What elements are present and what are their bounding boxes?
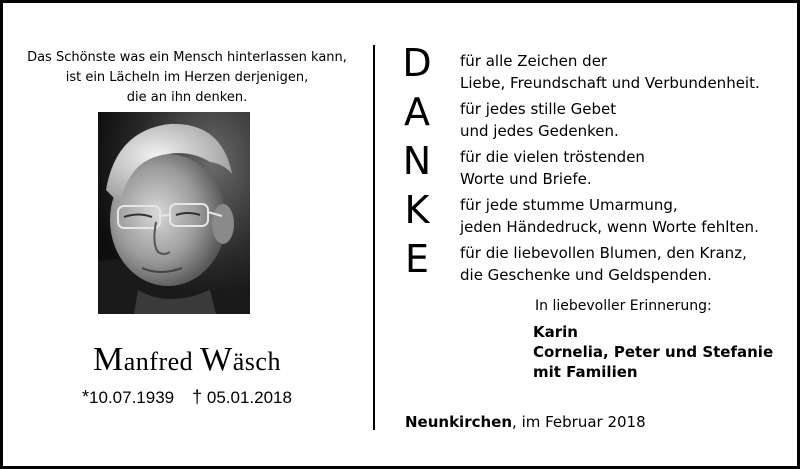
danke-letter: A [404, 90, 430, 134]
thanks-line: die Geschenke und Geldspenden. [460, 266, 712, 284]
danke-letter: N [402, 139, 432, 183]
name-rest-2: äsch [232, 347, 281, 376]
portrait-image [98, 112, 250, 314]
death-cross-icon: † [192, 387, 203, 407]
thanks-item [460, 50, 790, 98]
quote-line-1: Das Schönste was ein Mensch hinterlassen kann, [27, 50, 347, 65]
danke-letter: K [404, 188, 430, 232]
thanks-item [460, 242, 790, 290]
thanks-list [460, 50, 790, 290]
thanks-line: für jedes stille Gebet [460, 100, 617, 118]
memory-label: In liebevoller Erinnerung: [535, 298, 712, 314]
name-initial-2: W [200, 341, 233, 378]
family-line: mit Familien [533, 363, 638, 381]
death-date: 05.01.2018 [206, 388, 292, 407]
thanks-line: jeden Händedruck, wenn Worte fehlten. [460, 218, 759, 236]
danke-letter: E [404, 237, 429, 281]
vertical-divider [373, 45, 375, 430]
family-line: Karin [533, 323, 578, 341]
danke-letter: D [402, 41, 432, 85]
thanks-line: für jede stumme Umarmung, [460, 196, 678, 214]
birth-date: 10.07.1939 [89, 388, 175, 407]
thanks-line: für die vielen tröstenden [460, 148, 645, 166]
place-city: Neunkirchen [405, 413, 513, 431]
thanks-line: für die liebevollen Blumen, den Kranz, [460, 244, 747, 262]
name-initial-1: M [93, 341, 124, 378]
portrait-photo [98, 112, 250, 314]
family-signatures [533, 322, 773, 382]
quote-line-3: die an ihn denken. [126, 90, 248, 105]
birth-star-icon: * [82, 387, 90, 407]
memorial-quote [14, 48, 360, 108]
thanks-line: Liebe, Freundschaft und Verbundenheit. [460, 74, 760, 92]
thanks-item [460, 194, 790, 242]
deceased-name [14, 340, 360, 382]
thanks-line: Worte und Briefe. [460, 170, 592, 188]
place-date-text: , im Februar 2018 [512, 413, 646, 431]
name-rest-1: anfred [123, 347, 201, 376]
quote-line-2: ist ein Lächeln im Herzen derjenigen, [65, 70, 309, 85]
thanks-item [460, 98, 790, 146]
thanks-line: und jedes Gedenken. [460, 122, 619, 140]
family-line: Cornelia, Peter und Stefanie [533, 343, 774, 361]
place-date [405, 411, 646, 433]
life-dates [14, 386, 360, 409]
thanks-item [460, 146, 790, 194]
danke-column [396, 41, 438, 289]
thanks-line: für alle Zeichen der [460, 52, 608, 70]
